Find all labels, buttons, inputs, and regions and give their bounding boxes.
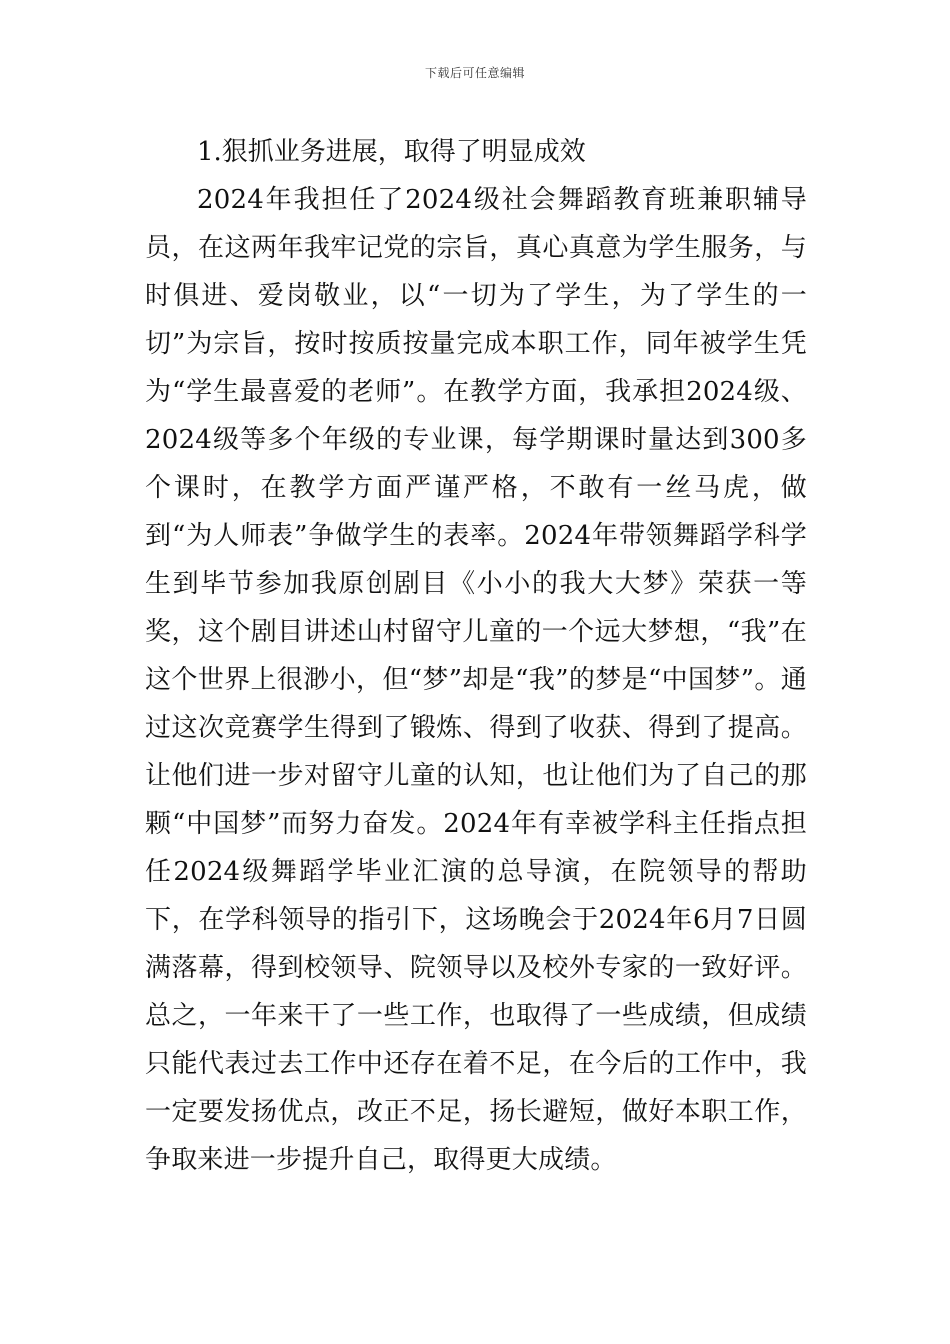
body-paragraph: 2024年我担任了2024级社会舞蹈教育班兼职辅导员，在这两年我牢记党的宗旨，真心真意为学生服务，与时俱进、爱岗敬业，以“一切为了学生，为了学生的一切”为宗旨，按时按质按量完成本职工作，同年被学生凭为“学生最喜爱的老师”。在教学方面，我承担2024级、2024级等多个年级的专业课，每学期课时量达到300多个课时，在教学方面严谨严格，不敢有一丝马虎，做到“为人师表”争做学生的表率。2024年带领舞蹈学科学生到毕节参加我原创剧目《小小的我大大梦》荣获一等奖，这个剧目讲述山村留守儿童的一个远大梦想，“我”在这个世界上很渺小，但“梦”却是“我”的梦是“中国梦”。通过这次竞赛学生得到了锻炼、得到了收获、得到了提高。让他们进一步对留守儿童的认知，也让他们为了自己的那颗“中国梦”而努力奋发。2024年有幸被学科主任指点担任2024级舞蹈学毕业汇演的总导演，在院领导的帮助下，在学科领导的指引下，这场晚会于2024年6月7日圆满落幕，得到校领导、院领导以及校外专家的一致好评。总之，一年来干了一些工作，也取得了一些成绩，但成绩只能代表过去工作中还存在着不足，在今后的工作中，我一定要发扬优点，改正不足，扬长避短，做好本职工作，争取来进一步提升自己，取得更大成绩。: [145, 185, 807, 1175]
section-heading: 1.狠抓业务进展，取得了明显成效: [197, 137, 586, 167]
header-note: 下载后可任意编辑: [424, 66, 525, 80]
document-body: [145, 128, 807, 1184]
